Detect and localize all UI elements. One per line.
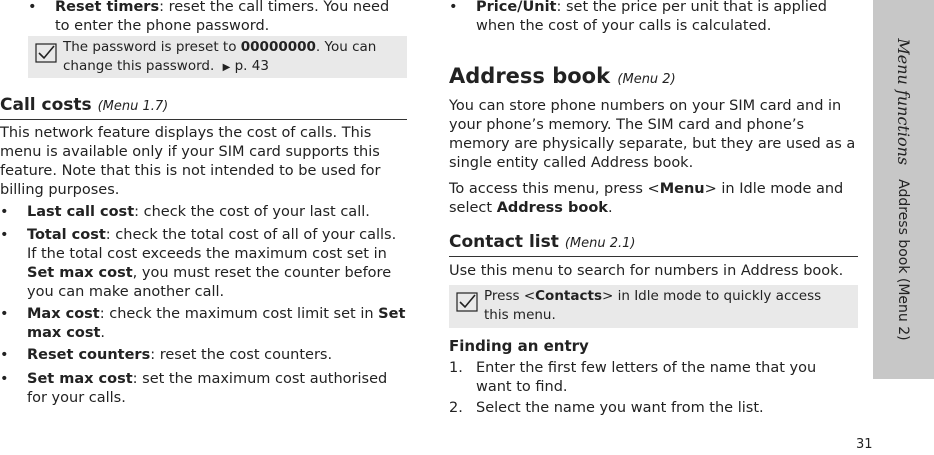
note-password <box>28 36 407 78</box>
note-text: Press <Contacts> in Idle mode to quickly access this menu. <box>484 288 822 323</box>
bullet-dot: • <box>449 0 458 15</box>
contact-list-heading: Contact list (Menu 2.1) <box>449 232 636 252</box>
term: Reset timers <box>55 0 160 15</box>
contact-list-intro: Use this menu to search for numbers in Address book. <box>449 263 844 279</box>
call-costs-heading: Call costs (Menu 1.7) <box>0 95 169 115</box>
finding-entry-heading: Finding an entry <box>449 337 589 355</box>
page-ref: p. 43 <box>234 57 269 74</box>
bullet-dot: • <box>0 227 9 243</box>
bullet-dot: • <box>0 347 9 363</box>
note-contacts <box>449 285 858 328</box>
arrow-right-icon: ▶ <box>222 61 231 73</box>
side-tab-label: Address book (Menu 2) <box>895 179 912 341</box>
call-costs-intro: This network feature displays the cost of calls. This menu is available only if your SIM card supports this feature. Note that this is not intended to be used for billing purposes. <box>0 125 381 198</box>
bullet-dot: • <box>0 306 9 322</box>
description: : reset the call timers. You need to enter the phone password. <box>55 0 390 34</box>
address-book-intro: You can store phone numbers on your SIM card and in your phone’s memory. The SIM card and phone’s memory are physically separate, but they are used as a single entity called Address book. <box>449 98 856 171</box>
side-tab <box>873 0 934 379</box>
checkmark-note-icon <box>35 43 57 63</box>
page-number: 31 <box>856 437 873 452</box>
bullet-dot: • <box>0 204 9 220</box>
side-tab-section: Menu functions <box>894 38 913 166</box>
bullet-dot: • <box>0 371 9 387</box>
heading-rule <box>0 119 407 120</box>
note-text: The password is preset to 00000000. You can change this password. ▶ p. 43 <box>63 39 377 74</box>
address-book-access: To access this menu, press <Menu> in Idle mode and select Address book. <box>449 181 844 216</box>
checkmark-note-icon <box>456 292 478 312</box>
bullet-dot: • <box>28 0 37 15</box>
address-book-heading: Address book (Menu 2) <box>449 64 676 88</box>
heading-rule <box>449 256 858 257</box>
